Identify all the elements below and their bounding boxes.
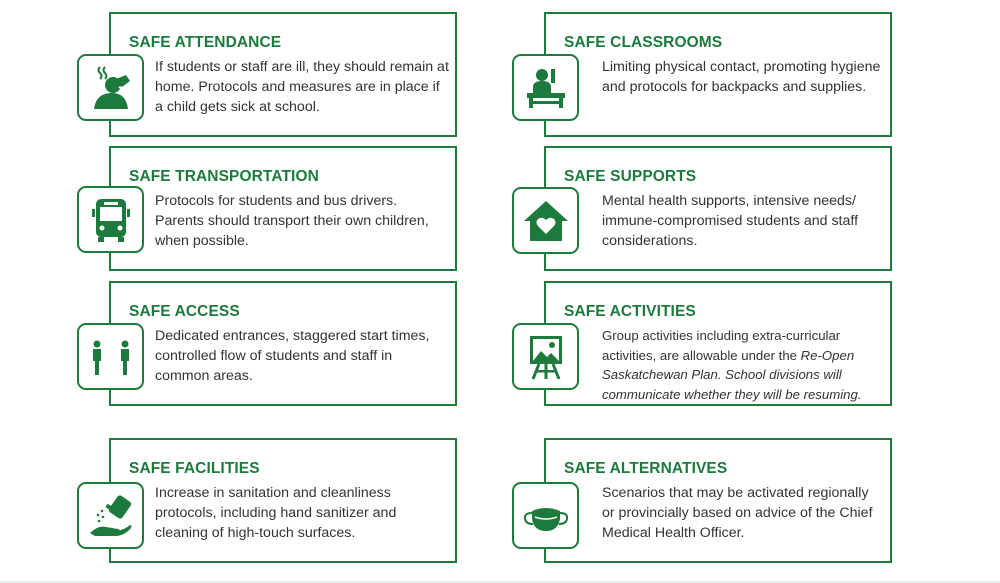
- easel-icon: [512, 323, 579, 390]
- card-description: Protocols for students and bus drivers. Parents should transport their own children, when possible.: [155, 193, 429, 249]
- card-title: SAFE FACILITIES: [129, 460, 260, 477]
- house-heart-icon: [512, 187, 579, 254]
- card-safe-alternatives: [544, 438, 892, 563]
- card-safe-supports: [544, 146, 892, 271]
- card-description: [602, 326, 884, 404]
- card-safe-attendance: [109, 12, 457, 137]
- card-safe-activities: [544, 281, 892, 406]
- card-title: SAFE ALTERNATIVES: [564, 460, 728, 477]
- card-safe-access: [109, 281, 457, 406]
- card-description: Dedicated entrances, staggered start times, controlled flow of students and staff in common areas.: [155, 328, 430, 384]
- card-safe-transportation: [109, 146, 457, 271]
- card-safe-facilities: [109, 438, 457, 563]
- card-description: Mental health supports, intensive needs/ immune-compromised students and staff considerations.: [602, 193, 859, 249]
- face-mask-icon: [512, 482, 579, 549]
- card-title: SAFE ATTENDANCE: [129, 34, 282, 51]
- card-description: If students or staff are ill, they should remain at home. Protocols and measures are in place if a child gets sick at school.: [155, 59, 449, 115]
- card-title: SAFE ACCESS: [129, 303, 240, 320]
- sick-person-icon: [77, 54, 144, 121]
- activities-text-italic: Re-Open Saskatchewan Plan. School divisions will communicate whether they will be resuming.: [602, 347, 862, 402]
- card-description: Limiting physical contact, promoting hygiene and protocols for backpacks and supplies.: [602, 59, 881, 95]
- card-title: SAFE CLASSROOMS: [564, 34, 723, 51]
- card-title: SAFE TRANSPORTATION: [129, 168, 319, 185]
- card-description: Scenarios that may be activated regionally or provincially based on advice of the Chief Medical Health Officer.: [602, 485, 873, 541]
- card-description: Increase in sanitation and cleanliness protocols, including hand sanitizer and cleaning of high-touch surfaces.: [155, 485, 397, 541]
- activities-text-plain: Group activities including extra-curricular activities, are allowable under the: [602, 328, 841, 363]
- distanced-people-icon: [77, 323, 144, 390]
- card-title: SAFE ACTIVITIES: [564, 303, 696, 320]
- hand-sanitizer-icon: [77, 482, 144, 549]
- student-desk-icon: [512, 54, 579, 121]
- card-safe-classrooms: [544, 12, 892, 137]
- card-title: SAFE SUPPORTS: [564, 168, 697, 185]
- bus-icon: [77, 186, 144, 253]
